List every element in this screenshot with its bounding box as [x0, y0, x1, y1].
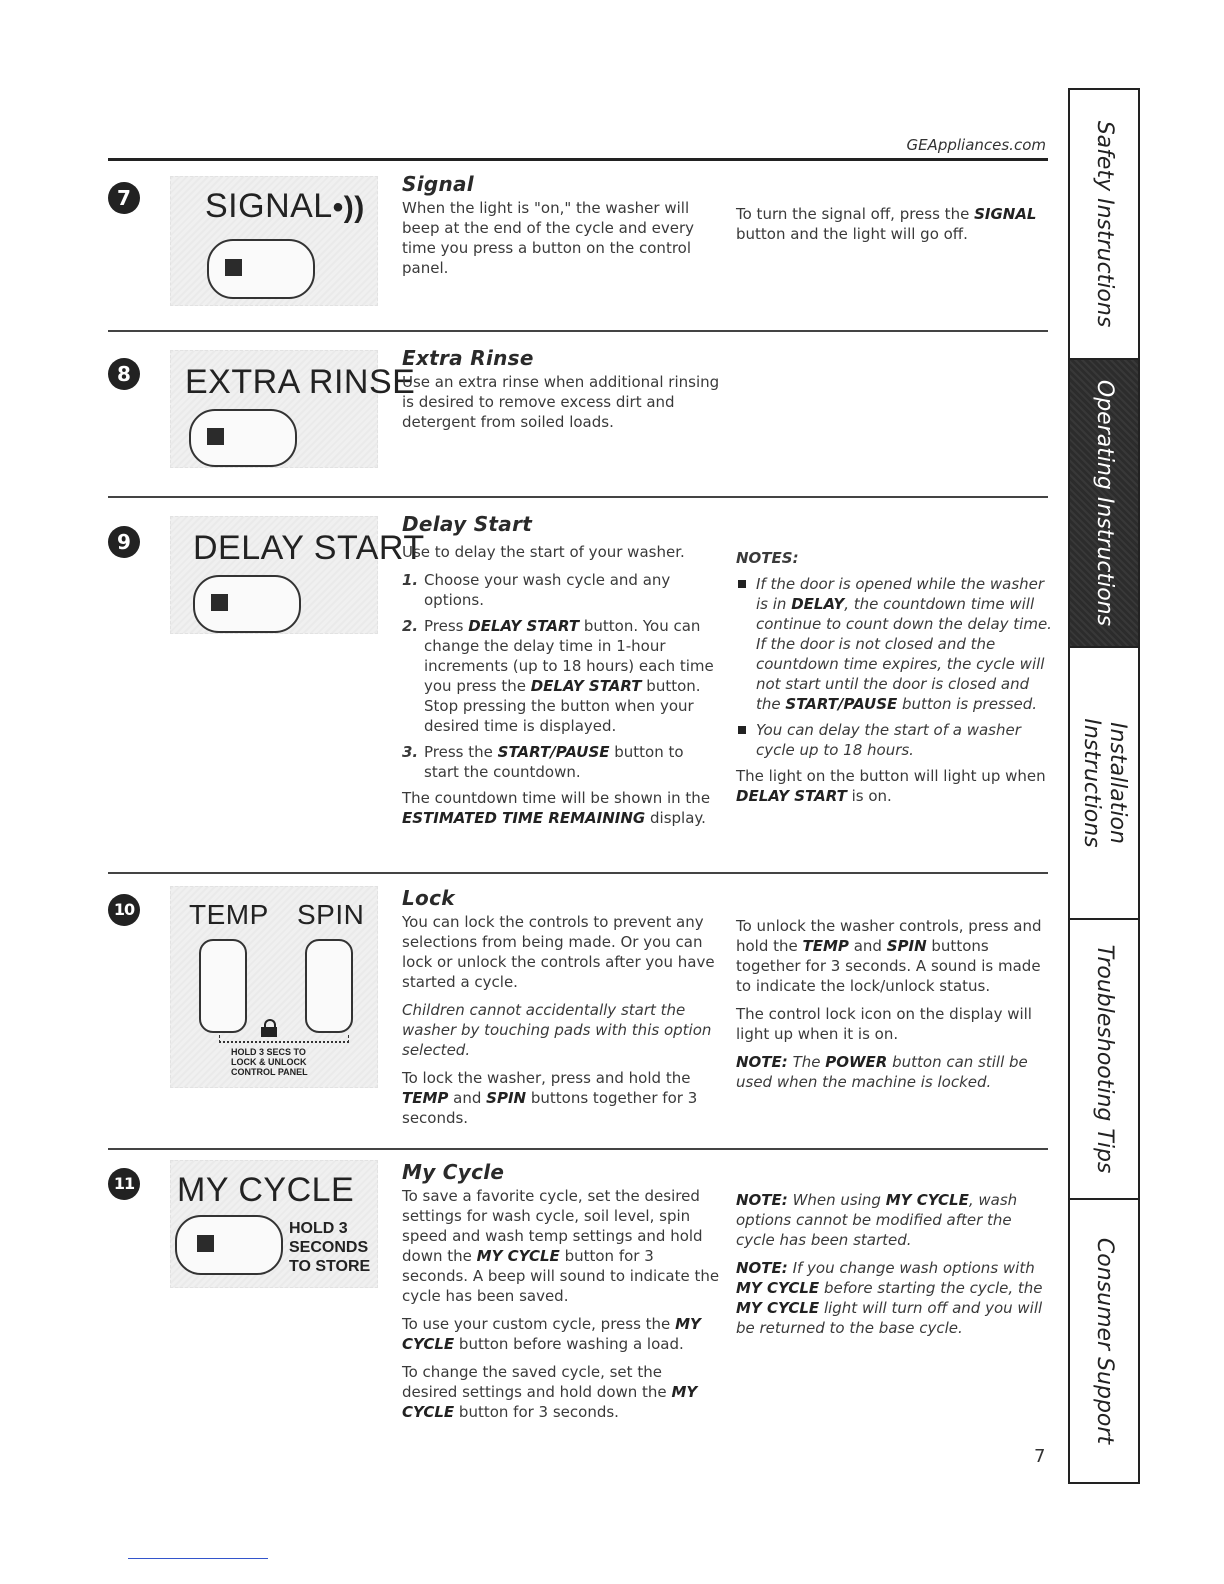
extra-rinse-button[interactable]: [189, 409, 297, 467]
my-cycle-text-1: To save a favorite cycle, set the desired settings for wash cycle, soil level, spin speed and wash temp settings and hold down the MY CYCLE button for 3 seconds. A beep will sound to indicate the cycle has been saved.: [402, 1187, 720, 1305]
signal-heading: Signal: [402, 172, 474, 196]
lock-text-1: You can lock the controls to prevent any selections from being made. Or you can lock or unlock the controls after you have started a cycle.: [402, 913, 715, 991]
delay-start-heading: Delay Start: [402, 512, 533, 536]
section-divider: [108, 496, 1048, 498]
tab-label: Troubleshooting Tips: [1092, 944, 1117, 1174]
indicator-light-icon: [207, 428, 224, 445]
tab-label: Safety Instructions: [1092, 120, 1117, 328]
signal-off-text: To turn the signal off, press the SIGNAL button and the light will go off.: [736, 205, 1037, 243]
header-rule: [108, 158, 1048, 161]
lock-description: [402, 888, 720, 1136]
lock-heading: Lock: [402, 886, 455, 910]
temp-label: TEMP: [189, 899, 269, 930]
list-item: You can delay the start of a washer cycle up to 18 hours.: [736, 720, 1054, 760]
extra-rinse-text: Use an extra rinse when additional rinsing is desired to remove excess dirt and detergent from soiled loads.: [402, 373, 720, 431]
my-cycle-heading: My Cycle: [402, 1160, 505, 1184]
section-tabs: [1068, 88, 1140, 1484]
indicator-light-icon: [197, 1235, 214, 1252]
delay-start-panel-label: DELAY START: [193, 529, 425, 567]
section-delay-start: [100, 506, 1060, 866]
extra-rinse-panel-illustration: [170, 350, 416, 468]
list-item: 1. Choose your wash cycle and any options.: [402, 571, 671, 609]
extra-rinse-heading: Extra Rinse: [402, 346, 534, 370]
tab-label: Operating Instructions: [1092, 379, 1117, 627]
notes-heading: NOTES:: [736, 549, 799, 567]
lock-note: NOTE: The POWER button can still be used when the machine is locked.: [736, 1053, 1028, 1091]
my-cycle-panel-label: MY CYCLE: [177, 1171, 355, 1209]
footer-link-line: [128, 1558, 268, 1559]
section-divider: [108, 1148, 1048, 1150]
my-cycle-note-2: NOTE: If you change wash options with MY CYCLE before starting the cycle, the MY CYCLE light will turn off and you will be returned to the base cycle.: [736, 1259, 1043, 1337]
tab-safety-instructions[interactable]: [1070, 90, 1138, 360]
hold-bracket: [219, 1035, 349, 1043]
step-number-badge: 11: [108, 1168, 140, 1200]
lock-panel-illustration: [170, 886, 378, 1088]
signal-button[interactable]: [207, 239, 315, 299]
signal-text: When the light is "on," the washer will beep at the end of the cycle and every time you press a button on the control panel.: [402, 199, 695, 277]
delay-start-button[interactable]: [193, 575, 301, 633]
lock-text-3: To lock the washer, press and hold the TEMP and SPIN buttons together for 3 seconds.: [402, 1069, 698, 1127]
sound-waves-icon: •)): [332, 191, 365, 224]
delay-start-footer-text: The countdown time will be shown in the ESTIMATED TIME REMAINING display.: [402, 789, 711, 827]
spin-button[interactable]: [305, 939, 353, 1033]
tab-troubleshooting-tips[interactable]: [1070, 920, 1138, 1200]
section-extra-rinse: [100, 340, 1060, 490]
signal-panel-illustration: [170, 176, 378, 306]
delay-start-panel-illustration: [170, 516, 425, 634]
section-divider: [108, 330, 1048, 332]
temp-button[interactable]: [199, 939, 247, 1033]
spin-label: SPIN: [297, 899, 365, 930]
my-cycle-note-1: NOTE: When using MY CYCLE, wash options cannot be modified after the cycle has been started.: [736, 1191, 1018, 1249]
hold-to-store-label: HOLD 3 SECONDS TO STORE: [289, 1220, 371, 1275]
lock-text-2: Children cannot accidentally start the washer by touching pads with this option selected.: [402, 1001, 712, 1059]
tab-operating-instructions[interactable]: [1070, 360, 1138, 648]
delay-start-intro: Use to delay the start of your washer.: [402, 543, 685, 561]
my-cycle-panel-illustration: [170, 1160, 378, 1288]
delay-start-light-text: The light on the button will light up when DELAY START is on.: [736, 767, 1046, 805]
site-url: GEAppliances.com: [906, 136, 1046, 154]
list-item: If the door is opened while the washer is in DELAY, the countdown time will continue to count down the delay time. If the door is not closed and the countdown time expires, the cycle will not start until the door is closed and the START/PAUSE button is pressed.: [736, 574, 1054, 714]
hold-instructions: HOLD 3 SECS TO LOCK & UNLOCK CONTROL PANEL: [231, 1047, 308, 1077]
page-number: 7: [1034, 1446, 1046, 1467]
tab-installation-instructions[interactable]: [1070, 648, 1138, 920]
unlock-text: To unlock the washer controls, press and hold the TEMP and SPIN buttons together for 3 seconds. A sound is made to indicate the lock/unlock status.: [736, 917, 1042, 995]
extra-rinse-description: [402, 348, 722, 440]
section-lock: [100, 882, 1060, 1142]
section-divider: [108, 872, 1048, 874]
indicator-light-icon: [211, 594, 228, 611]
tab-consumer-support[interactable]: [1070, 1200, 1138, 1482]
step-number-badge: 7: [108, 182, 140, 214]
delay-start-steps: [402, 570, 718, 782]
signal-description: [402, 174, 712, 286]
my-cycle-notes: [736, 1190, 1052, 1346]
section-signal: [100, 168, 1060, 328]
tab-label: Consumer Support: [1092, 1237, 1117, 1445]
tab-label: Installation Instructions: [1079, 718, 1130, 848]
lock-icon-text: The control lock icon on the display will light up when it is on.: [736, 1005, 1032, 1043]
step-number-badge: 8: [108, 358, 140, 390]
lock-icon: [261, 1019, 277, 1037]
notes-list: [736, 574, 1054, 760]
step-number-badge: 10: [108, 894, 140, 926]
extra-rinse-panel-label: EXTRA RINSE: [185, 363, 416, 401]
my-cycle-text-3: To change the saved cycle, set the desired settings and hold down the MY CYCLE button for 3 seconds.: [402, 1363, 698, 1421]
delay-start-description: [402, 514, 718, 836]
signal-panel-label: SIGNAL•)): [205, 187, 365, 225]
list-item: 3. Press the START/PAUSE button to start the countdown.: [402, 743, 684, 781]
my-cycle-text-2: To use your custom cycle, press the MY CYCLE button before washing a load.: [402, 1315, 701, 1353]
lock-unlock-text: [736, 916, 1050, 1100]
section-my-cycle: [100, 1156, 1060, 1456]
my-cycle-button[interactable]: [175, 1215, 283, 1275]
indicator-light-icon: [225, 259, 242, 276]
delay-start-notes: [736, 548, 1054, 814]
list-item: 2. Press DELAY START button. You can change the delay time in 1-hour increments (up to 18 hours) each time you press the DELAY START button. Stop pressing the button when your desired time is displayed.: [402, 617, 714, 735]
step-number-badge: 9: [108, 526, 140, 558]
my-cycle-description: [402, 1162, 720, 1430]
